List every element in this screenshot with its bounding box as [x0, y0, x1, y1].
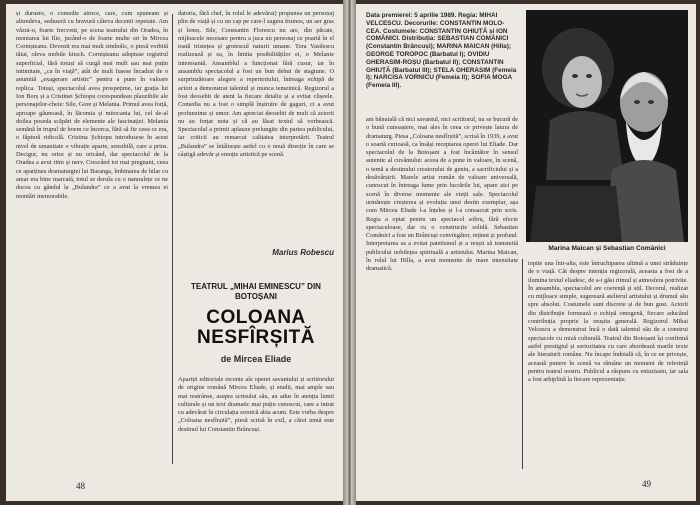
review-header	[178, 282, 334, 374]
left-page-column-2b	[178, 376, 334, 471]
page-number-right: 49	[642, 479, 651, 489]
byline-author: Marius Robescu	[272, 248, 334, 257]
photo-caption: Marina Maican și Sebastian Comănici	[548, 245, 666, 252]
section-title: TEATRUL „MIHAI EMINESCU” DIN BOTOȘANI	[191, 282, 321, 301]
right-page	[356, 4, 696, 501]
page-number-left: 48	[76, 481, 85, 491]
left-page-column-1	[16, 10, 168, 465]
left-page-column-2	[178, 10, 334, 245]
production-photo	[526, 10, 688, 242]
left-page	[6, 4, 343, 501]
article-title-line-2: NESFÎRȘITĂ	[197, 327, 315, 348]
article-title-line-1: COLOANA	[206, 307, 306, 328]
right-page-column-2	[528, 260, 688, 472]
book-gutter	[343, 0, 356, 505]
right-column-1-text: am bănuială că nici savantul, nici scriitorul, nu se bucură de o bună cunoaștere, mai ales în ceea ce privește latura de dramaturg. Piesa „Coloana nesfîrșită”, scrisă în 1939, a avut o soartă curioasă, ca însăși receptarea operei lui Eliade. Dar spectacolul de la Botoșani a fost încântător în sensul autentic al cuvântului: aceea de a pune în valoare, în scenă, o temă a destinului creatorului de geniu, a sacrificiului și a desăvârșirii. Marele artist român de valoare universală, cunoscut în întreaga lume prin lucrările lui, apare aici pe scenă în diverse momente ale vieții sale. Spectacolul urmărește creșterea și evoluția unui destin exemplar, așa cum Mircea Eliade l-a înțeles și l-a consacrat prin scris. Regia a optat pentru un spectacol sobru, fără efecte spectaculoase, dar cu o construcție solidă. Sebastian Comănici a fost un Brâncuși convingător, reținut și profund. Interpretarea sa a evitat patetismul și a reușit să transmită publicului nobilețea spirituală a artistului. Marina Maican, în rolul lui Hilla, a avut momente de mare intensitate dramatică.	[366, 116, 518, 273]
photo-image	[526, 10, 688, 242]
left-column-2-text: datoria, fără chef, în rolul le adevărat) propunea un personaj plin de viață și cu un cap pe care-l sugera frumos, un aer gras și leneș. Sile, Constantin Florescu nu are, din păcate, mijloacele necesare pentru a juca un personaj ce poartă în el toată tristețea și grotescul naturii umane. Tora Vasilescu realizează și ea, în limita posibilităților ei, o Melanie interesantă. Ansamblul a funcționat fără cusur, iar în ansamblu spectacolul a fost un bun debut de stagiune. O surprinzătoare alegere a repertoriului, întreaga echipă de actori a demonstrat talentul și munca temeinică. Regizorul a fost deosebit de atent la fiecare detaliu și a evitat clișeele. Comedia nu a fost o simplă înșiruire de gaguri, ci a avut profunzime și umor. Am apreciat deosebit de mult că actorii nu au forțat nota și că au lăsat textul să vorbească. Spectacolul a primit aplauze prelungite din partea publicului, iar criticii au remarcat calitatea interpretării. Teatrul „Bulandra” se întâlnește astfel cu o nouă direcție în care se câștigă adevăr și emoție artistică pe scenă.	[178, 10, 334, 159]
right-column-divider	[522, 259, 523, 469]
credits-text: Data premierei: 5 aprilie 1989. Regia: MIHAI VELCESCU. Decorurile: CONSTANTIN MOLO-CEA. Costumele: CONSTANTIN GHIUȚĂ și ION COMĂNICI. Distribuția: SEBASTIAN COMĂNICI (Constantin Brâncuși); MARINA MAICAN (Hilla); GEORGE TOROPOC (Barbatul I); OVIDIU GHERASIM-ROȘU (Barbatul II); CONSTANTIN GHIUȚĂ (Barbatul III); STELA GHERASIM (Femeia I); NARCISA VORNICU (Femeia II); SOFIA MOGA (Femeia III).	[366, 12, 517, 90]
byline	[178, 248, 334, 260]
right-column-2-text: topite una într-alta, este întruchiparea ultimă a unei străduințe de o viață. Cât despre intenția regizorală, aceasta a fost de a ilumina textul eliadesc, de a-i găsi ritmul și atmosfera potrivite. În ansamblu, spectacolul are coerență și stil. Decorul, realizat cu mijloace simple, sugerează atelierul artistului și drumul său spre absolut. Costumele sunt discrete și de bun gust. Actorii din distribuție formează o echipă omogenă, fiecare aducând contribuția proprie la reușita generală. Regizorul Mihai Velcescu a demonstrat încă o dată talentul său de a construi spectacole cu miză culturală. Teatrul din Botoșani își confirmă astfel prestigiul și seriozitatea cu care abordează marile texte ale literaturii române. Nu încape îndoială că, în ce ne privește, această punere în scenă va rămâne un moment de referință pentru teatrul nostru. Publicul a răspuns cu entuziasm, iar sala a fost arhiplină la fiecare reprezentație.	[528, 260, 688, 384]
article-author: de Mircea Eliade	[220, 354, 292, 364]
left-column-divider	[172, 14, 173, 464]
production-credits	[366, 12, 518, 112]
left-column-1-text: și duruere, o comedie atroce, care, cum spuneam și altundeva, seduseră cu bravură câteva decenii repetate. Am văzut-o, foarte frecvent, pe scena teatrului din Oradea, în montarea lui Ilie, jucând-o de foarte multe ori în Mircea Cornișteanu. Devenit era mai mult simbolic, o piesă vorbită tăiat, oleva mobile kitsch. Cornișteanu adoptase registrul superficial, fără totuși să curgă mai mult sau mai puțin intimitate, „ca în viață”, atât de mult fusese încadrat de o anumită „exagerare artistic” pentru a pune în valoare replica. Totuși, spectacolul avea prospețime, iar grația lui Ion Borș și a Cristinei Șchiopu corespundeau plauzibile ale personajelor-cheie: Sile, Gore și Melania. Primul avea forță, aproape găunoasă, în lăcomia și mitocania lui, cel de-al doilea poseda scăpări de elemente ale fascinației. Melania semănă în trupul de boem ce încerca, fără să fie ceea ce era, o făptură ridicolă. Cristina Șchiopu introdusese în acest nivel de umanitate o vibrație aparte, sensibilă, care a prins. Decigur, nu orice și nu oricând, dar spectacolul de la Oradea a avut ritm și nerv. Crescând tot mai pregnant, ceea ce aparținea dramaturgiei lui Baranga, îmbinarea de hilar cu amar era bine marcată, totul se derula cu o naturalețe ce ne ducea cu gândul la „Bulandra” ce a avut la vremea ei montări memorabile.	[16, 10, 168, 200]
left-column-2b-text: Apariții editoriale recente ale operei savantului și scriitorului de origine română Mircea Eliade, și studii, mai ample sau mai restrânse, asupra scrisului său, au adus în atenția lumii culturale și un text dramatic mai puțin cunoscut, care a intrat cu adevărat în circulația scenică abia acum. Este vorba despre „Coloana nesfîrșită”, piesă scrisă în exil, a cărei temă este destinul lui Constantin Brâncuși.	[178, 376, 334, 433]
right-page-column-1	[366, 116, 518, 476]
